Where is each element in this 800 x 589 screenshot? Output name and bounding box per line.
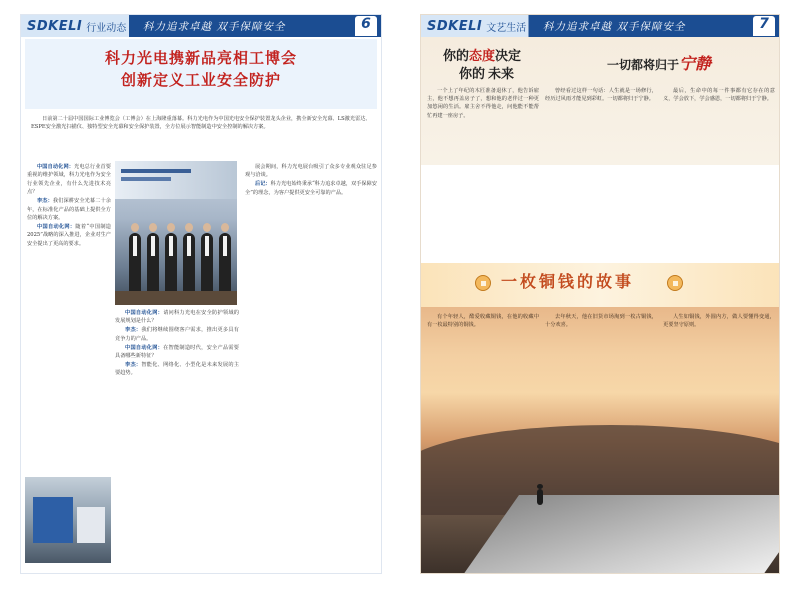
page-header xyxy=(21,15,381,37)
brand-logo: SDKELI xyxy=(427,18,483,34)
expo-group-photo xyxy=(115,161,237,305)
sunset-road-illustration xyxy=(421,307,780,574)
story-banner xyxy=(421,263,780,307)
essay-title-2: 一切都将归于宁静 xyxy=(607,54,712,73)
interview-qa: 李杰：智能化、网络化、小型化是未来发展的主要趋势。 xyxy=(115,361,239,377)
brand-logo: SDKELI xyxy=(27,18,83,34)
essay-paragraph: 最后，生命中的每一件事都有它存在的意义，学会放下，学会感恩，一切都将归于宁静。 xyxy=(663,88,775,103)
story-column-2 xyxy=(545,313,657,463)
article-paragraph: 展会期间，科力光电展台吸引了众多专业观众驻足参观与洽谈。 xyxy=(245,164,377,179)
booth-photo xyxy=(25,477,111,563)
article-column-2 xyxy=(115,309,239,569)
interview-qa: 中国自动化网：随着“中国制造2025”战略的深入推进，企业对生产安全提出了更高的要求。 xyxy=(27,223,111,247)
essay-column-3 xyxy=(663,87,775,261)
essay-title-1a: 你的态度决定 xyxy=(443,49,522,64)
article-column-1 xyxy=(27,163,111,473)
headline-line-1: 科力光电携新品亮相工博会 xyxy=(104,49,297,67)
header-slogan: 科力追求卓越 双手保障安全 xyxy=(543,21,686,33)
article-paragraph: 后记：科力光电始终秉承“科力追求卓越，双手保障安全”的理念，为客户提供更安全可靠的产品。 xyxy=(245,181,377,196)
interview-qa: 李杰：我们将继续围绕客户需求，推出更多具有竞争力的产品。 xyxy=(115,327,239,342)
header-slogan: 科力追求卓越 双手保障安全 xyxy=(143,21,286,33)
story-title: 一枚铜钱的故事 xyxy=(501,272,635,291)
story-paragraph: 有个年轻人，酷爱收藏铜钱，在他的收藏中有一枚最特别的铜钱。 xyxy=(427,314,539,329)
section-title: 行业动态 xyxy=(86,22,127,34)
essay-paragraph: 一个上了年纪的木匠准备退休了，他告诉雇主，他不想再盖房子了，想和他的老伴过一种更加悠闲的生活。雇主舍不得他走，问他能不能帮忙再建一座房子。 xyxy=(427,88,539,119)
story-paragraph: 人生如铜钱，外圆内方，做人要懂得变通，更要坚守原则。 xyxy=(663,314,775,329)
article-column-3 xyxy=(245,163,377,563)
coin-icon xyxy=(475,275,491,291)
essay-column-2 xyxy=(545,87,657,261)
booth-banner xyxy=(115,161,237,199)
page-number: 6 xyxy=(355,16,377,36)
coin-icon xyxy=(667,275,683,291)
interview-qa: 李杰：我们深耕安全光幕二十余年，在标准化产品的基础上提供全方位的解决方案。 xyxy=(27,198,111,221)
runner-figure xyxy=(537,489,543,505)
section-title: 文艺生活 xyxy=(486,22,527,34)
story-column-3 xyxy=(663,313,775,463)
interview-qa: 中国自动化网：请问科力光电在安全防护领域的发展规划是什么？ xyxy=(115,310,239,325)
headline-line-2: 创新定义工业安全防护 xyxy=(120,71,281,89)
story-paragraph: 去年秋天，他在旧货市场淘到一枚古铜钱，十分欢喜。 xyxy=(545,314,657,329)
road-graphic xyxy=(463,495,780,574)
headline-box xyxy=(25,39,377,109)
essay-column-1 xyxy=(427,87,539,261)
interview-qa: 中国自动化网：光电总行业首要重视的维护领域，科力光电作为安全行业领先企业，有什么先进技术亮点？ xyxy=(27,164,111,196)
story-column-1 xyxy=(427,313,539,463)
page-header xyxy=(421,15,779,37)
interview-qa: 中国自动化网：在智能制造时代，安全产品需要具备哪些新特征？ xyxy=(115,344,239,360)
page-industry-news xyxy=(20,14,382,574)
essay-paragraph: 曾经看过这样一句话：人生就是一场修行，经历过风雨才能见到彩虹。一切都将归于宁静。 xyxy=(545,88,657,103)
essay-title-1b: 你的 未来 xyxy=(459,67,515,82)
lead-paragraph: 日前第二十届中国国际工业博览会（工博会）在上海隆重落幕。科力光电作为中国光电安全保护装置龙头企业，携全新安全光幕、LS激光雷达、ESPE安全激光扫描仪、独特型安全光幕和安全保护装置，全方位展示智能制造中安全控制的解决方案。 xyxy=(31,116,371,130)
page-culture-life xyxy=(420,14,780,574)
page-number: 7 xyxy=(753,16,775,36)
